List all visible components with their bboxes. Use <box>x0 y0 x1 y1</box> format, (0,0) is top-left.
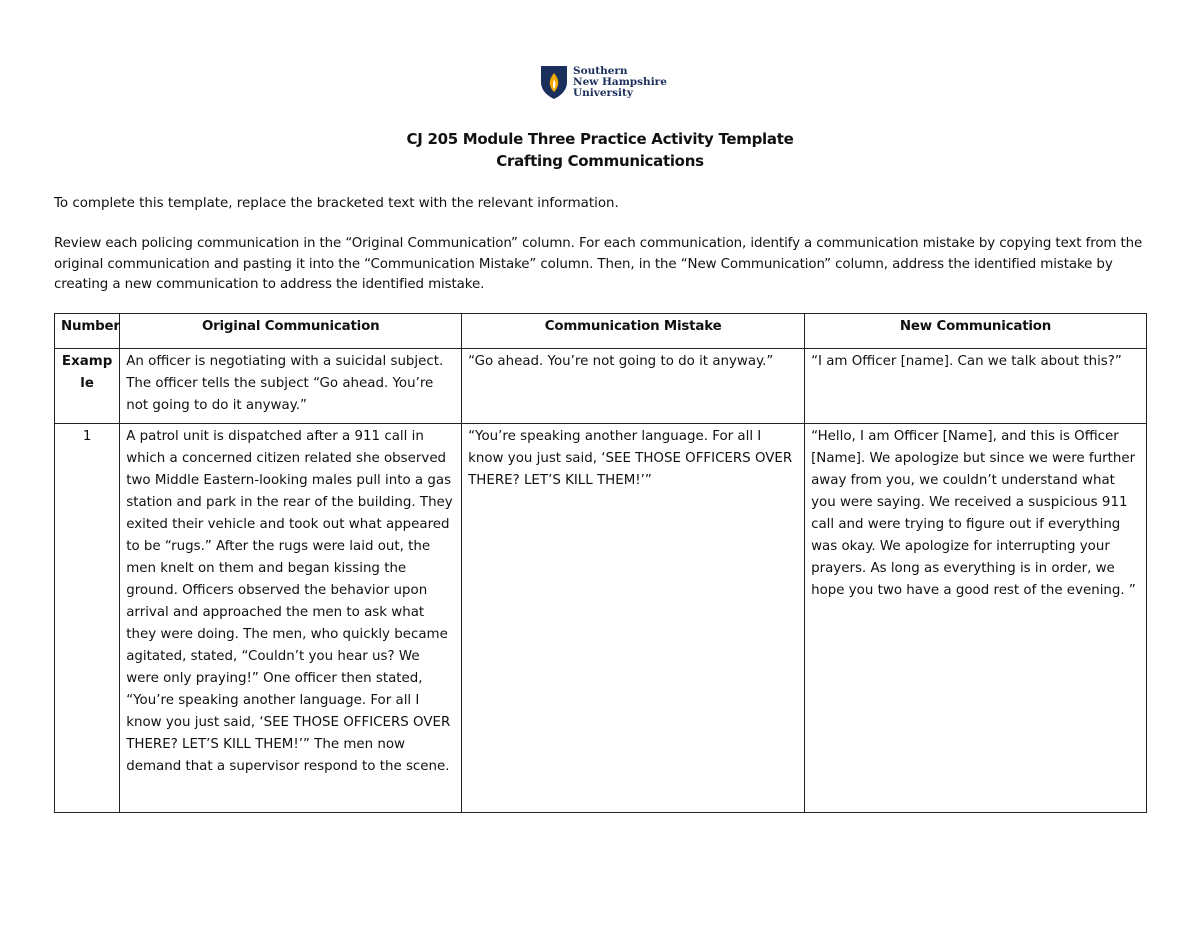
communication-mistake-cell[interactable]: “Go ahead. You’re not going to do it anyway.” <box>462 349 805 424</box>
table-row <box>55 424 1147 813</box>
header-number: Number <box>55 314 120 349</box>
university-logo <box>539 64 667 100</box>
communication-mistake-cell[interactable]: “You’re speaking another language. For all I know you just said, ‘SEE THOSE OFFICERS OVER THERE? LET’S KILL THEM!’” <box>462 424 805 813</box>
communications-table <box>54 313 1147 813</box>
header-original-communication: Original Communication <box>120 314 462 349</box>
logo-line-1: Southern <box>573 64 628 77</box>
logo-line-3: University <box>573 86 633 99</box>
logo-line-2: New Hampshire <box>573 75 667 88</box>
row-number: 1 <box>55 424 120 813</box>
row-number: Example <box>55 349 120 424</box>
header-new-communication: New Communication <box>805 314 1147 349</box>
new-communication-cell[interactable]: “Hello, I am Officer [Name], and this is Officer [Name]. We apologize but since we were further away from you, we couldn’t understand what you were saying. We received a suspicious 911 call and were trying to figure out if everything was okay. We apologize for interrupting your prayers. As long as everything is in order, we hope you two have a good rest of the evening. ” <box>805 424 1147 813</box>
original-communication-cell[interactable]: A patrol unit is dispatched after a 911 call in which a concerned citizen related she observed two Middle Eastern-looking males pull into a gas station and park in the rear of the building. They exited their vehicle and took out what appeared to be “rugs.” After the rugs were laid out, the men knelt on them and began kissing the ground. Officers observed the behavior upon arrival and approached the men to ask what they were doing. The men, who quickly became agitated, stated, “Couldn’t you hear us? We were only praying!” One officer then stated, “You’re speaking another language. For all I know you just said, ‘SEE THOSE OFFICERS OVER THERE? LET’S KILL THEM!’” The men now demand that a supervisor respond to the scene. <box>120 424 462 813</box>
table-row <box>55 349 1147 424</box>
original-communication-cell[interactable]: An officer is negotiating with a suicidal subject. The officer tells the subject “Go ahead. You’re not going to do it anyway.” <box>120 349 462 424</box>
title-line-1: CJ 205 Module Three Practice Activity Template <box>406 130 794 148</box>
document-title <box>0 128 1200 172</box>
header-communication-mistake: Communication Mistake <box>462 314 805 349</box>
logo-wordmark <box>573 66 667 99</box>
intro-paragraph: To complete this template, replace the bracketed text with the relevant information. <box>54 196 619 211</box>
new-communication-cell[interactable]: “I am Officer [name]. Can we talk about this?” <box>805 349 1147 424</box>
shield-flame-icon <box>539 64 569 100</box>
instructions-paragraph: Review each policing communication in the “Original Communication” column. For each communication, identify a communication mistake by copying text from the original communication and pasting it into the “Communication Mistake” column. Then, in the “New Communication” column, address the identified mistake by creating a new communication to address the identified mistake. <box>54 236 1143 292</box>
title-line-2: Crafting Communications <box>496 152 704 170</box>
table-header-row <box>55 314 1147 349</box>
